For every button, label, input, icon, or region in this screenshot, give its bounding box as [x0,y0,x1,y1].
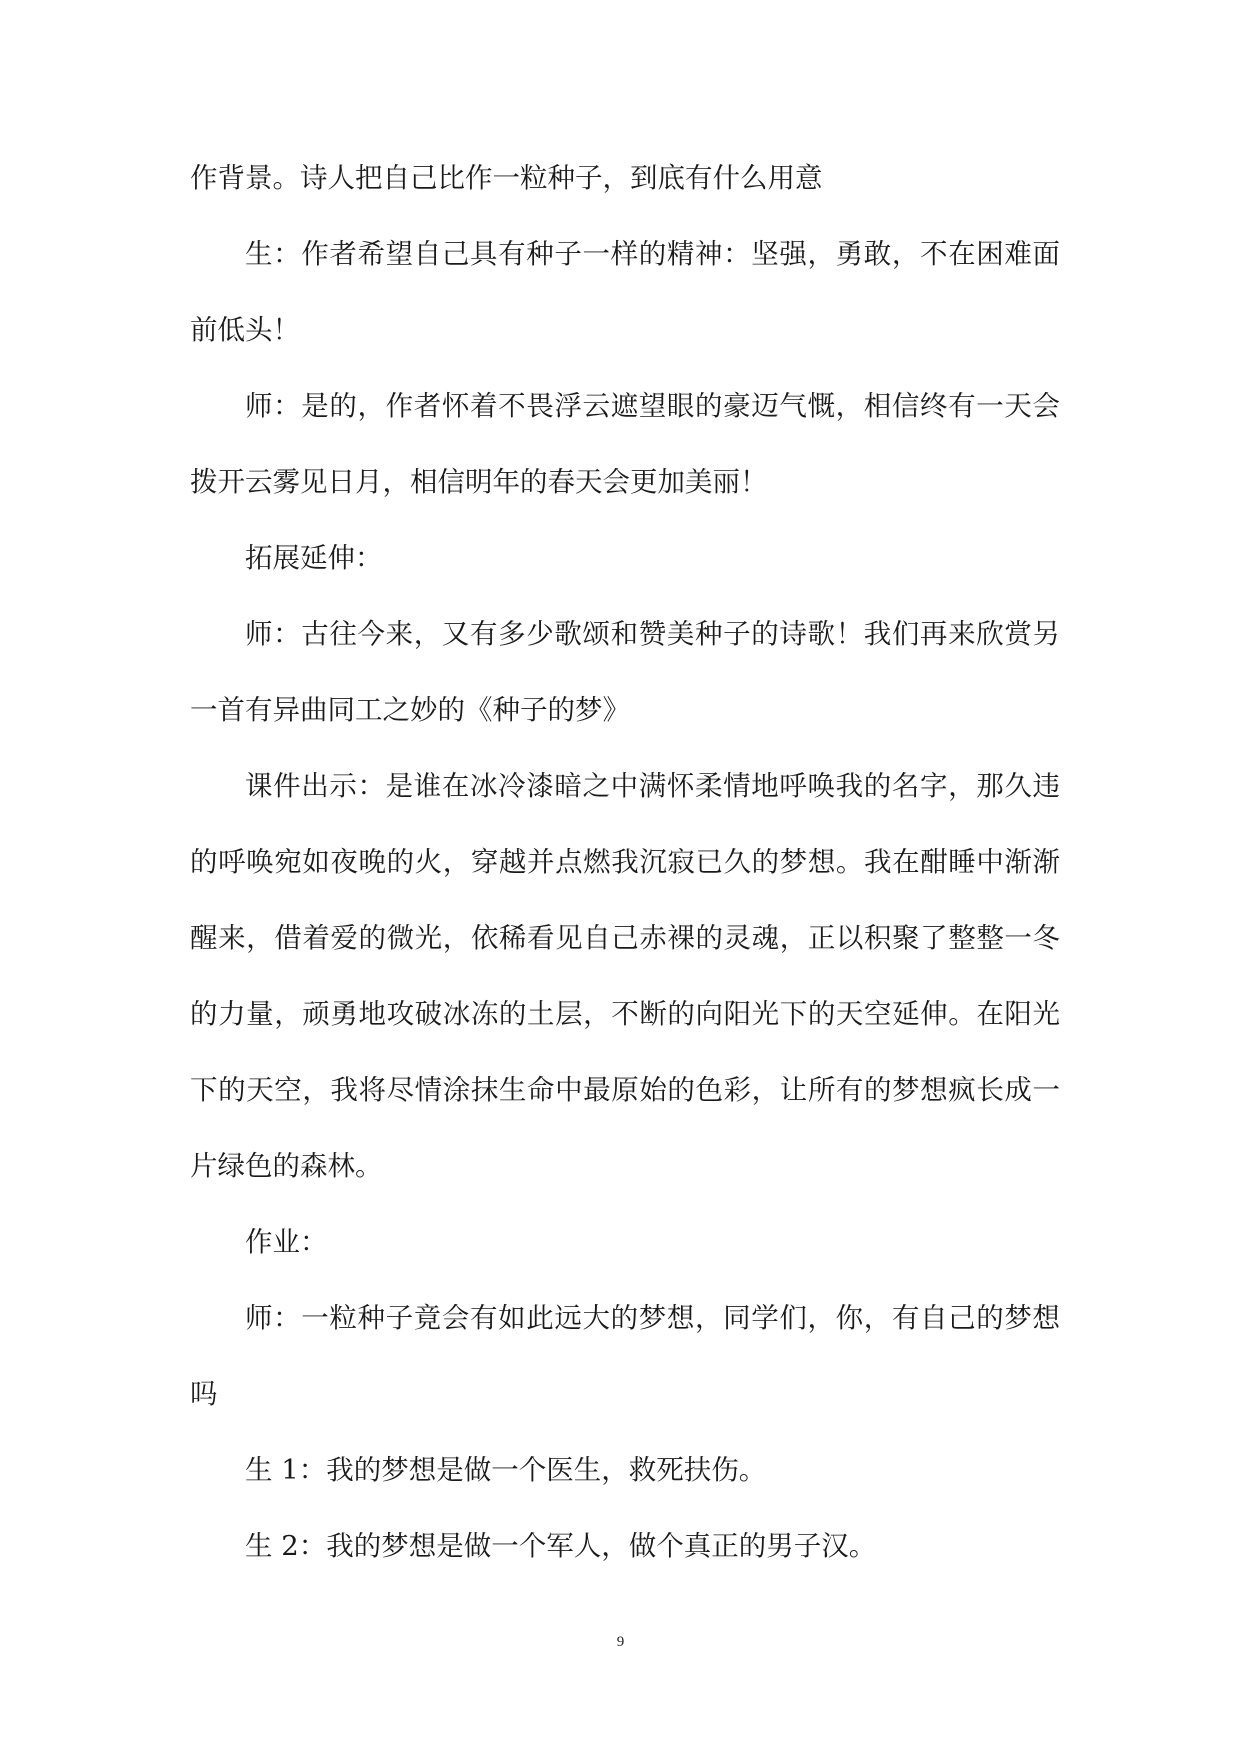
page-number: 9 [616,1634,625,1650]
paragraph-1: 作背景。诗人把自己比作一粒种子，到底有什么用意 [190,162,823,194]
paragraph-10: 生 2：我的梦想是做一个军人，做个真正的男子汉。 [245,1530,877,1562]
paragraph-7: 作业： [245,1226,328,1258]
paragraph-3: 师：是的，作者怀着不畏浮云遮望眼的豪迈气慨，相信终有一天会拨开云雾见日月，相信明年的春天会更加美丽！ [190,390,1060,498]
body-text [190,140,1060,1584]
paragraph-6: 课件出示：是谁在冰冷漆暗之中满怀柔情地呼唤我的名字，那久违的呼唤宛如夜晚的火，穿越并点燃我沉寂已久的梦想。我在酣睡中渐渐醒来，借着爱的微光，依稀看见自己赤裸的灵魂，正以积聚了整整一冬的力量，顽勇地攻破冰冻的土层，不断的向阳光下的天空延伸。在阳光下的天空，我将尽情涂抹生命中最原始的色彩，让所有的梦想疯长成一片绿色的森林。 [190,770,1060,1182]
paragraph-5: 师：古往今来，又有多少歌颂和赞美种子的诗歌！我们再来欣赏另一首有异曲同工之妙的《种子的梦》 [190,618,1060,726]
paragraph-8: 师：一粒种子竟会有如此远大的梦想，同学们，你，有自己的梦想吗 [190,1302,1060,1410]
paragraph-4: 拓展延伸： [245,542,383,574]
paragraph-9: 生 1：我的梦想是做一个医生，救死扶伤。 [245,1454,767,1486]
paragraph-2: 生：作者希望自己具有种子一样的精神：坚强，勇敢，不在困难面前低头！ [190,238,1060,346]
